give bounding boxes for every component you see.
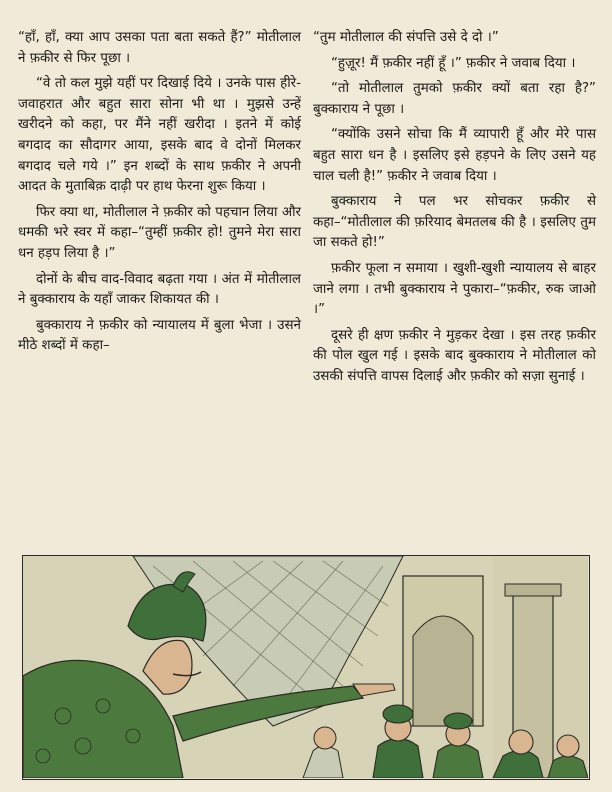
paragraph: “वे तो कल मुझे यहीं पर दिखाई दिये । उनके पास हीरे-जवाहरात और बहुत सारा सोना भी था । मुझसे उन्हें खरीदने को कहा, पर मैंने नहीं खरीदा । इतने में कोई बगदाद का सौदागर आया, इसके बाद वे दोनों मिलकर बगदाद चले गये ।” इन शब्दों के साथ फ़कीर ने अपनी आदत के मुताबिक़ दाढ़ी पर हाथ फेरना शुरू किया ।	[18, 76, 301, 195]
paragraph: “क्योंकि उसने सोचा कि मैं व्यापारी हूँ और मेरे पास बहुत सारा धन है । इसलिए इसे हड़पने के लिए उसने यह चाल चली है!” फ़कीर ने जवाब दिया ।	[313, 127, 596, 184]
paragraph: “हुज़ूर! मैं फ़कीर नहीं हूँ ।” फ़कीर ने जवाब दिया ।	[331, 55, 576, 71]
paragraph: दूसरे ही क्षण फ़कीर ने मुड़कर देखा । इस तरह फ़कीर की पोल खुल गई । इसके बाद बुक्काराय ने मोतीलाल को उसकी संपत्ति वापस दिलाई और फ़कीर को सज़ा सुनाई ।	[313, 327, 596, 384]
paragraph: दोनों के बीच वाद-विवाद बढ़ता गया । अंत में मोतीलाल ने बुक्काराय के यहाँ जाकर शिकायत की ।	[18, 271, 301, 308]
left-column	[18, 28, 301, 543]
paragraph: फ़कीर फूला न समाया । खुशी-खुशी न्यायालय से बाहर जाने लगा । तभी बुक्काराय ने पुकारा–“फ़कीर, रुक जाओ ।”	[313, 260, 596, 318]
right-column	[313, 28, 596, 543]
article-body	[18, 28, 596, 543]
court-scene-drawing	[23, 556, 588, 778]
paragraph: फिर क्या था, मोतीलाल ने फ़कीर को पहचान लिया और धमकी भरे स्वर में कहा–“तुम्हीं फ़कीर हो! तुमने मेरा सारा धन हड़प लिया है ।”	[18, 204, 301, 261]
paragraph: “हाँ, हाँ, क्या आप उसका पता बता सकते हैं?” मोतीलाल ने फ़कीर से फिर पूछा ।	[18, 30, 301, 66]
court-scene-illustration	[22, 555, 590, 780]
paragraph: “तुम मोतीलाल की संपत्ति उसे दे दो ।”	[313, 30, 499, 45]
pillar-capital	[505, 584, 561, 596]
paragraph: “तो मोतीलाल तुमको फ़कीर क्यों बता रहा है?” बुक्काराय ने पूछा ।	[313, 81, 596, 117]
faqir-head	[314, 727, 336, 749]
paragraph: बुक्काराय ने फ़कीर को न्यायालय में बुला भेजा । उसने मीठे शब्दों में कहा–	[18, 317, 301, 354]
arched-niche	[413, 616, 473, 726]
paragraph: बुक्काराय ने पल भर सोचकर फ़कीर से कहा–“मोतीलाल की फ़रियाद बेमतलब की है । इसलिए तुम जा सकते हो!”	[313, 194, 596, 251]
